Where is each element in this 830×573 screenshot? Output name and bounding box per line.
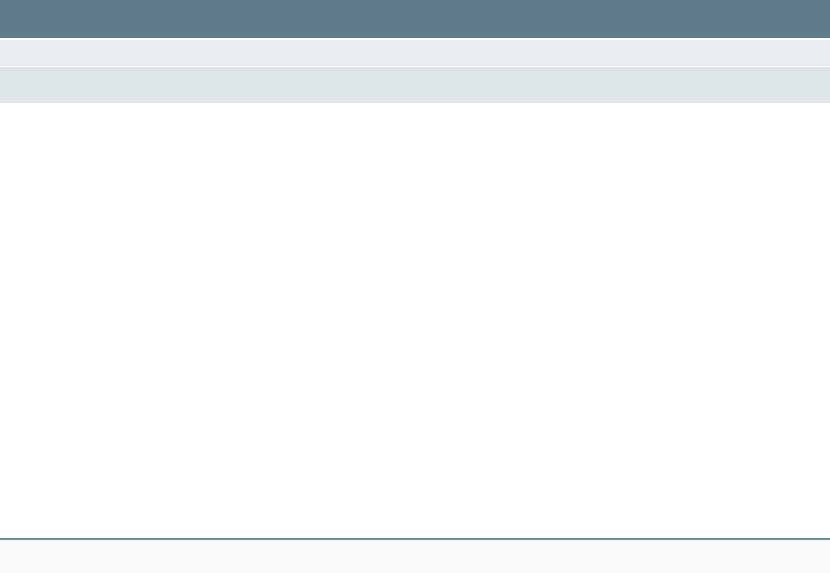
column-header-row <box>0 66 830 103</box>
table-title <box>0 0 830 38</box>
source-footer <box>0 538 830 573</box>
annual-trends-header <box>0 40 830 66</box>
